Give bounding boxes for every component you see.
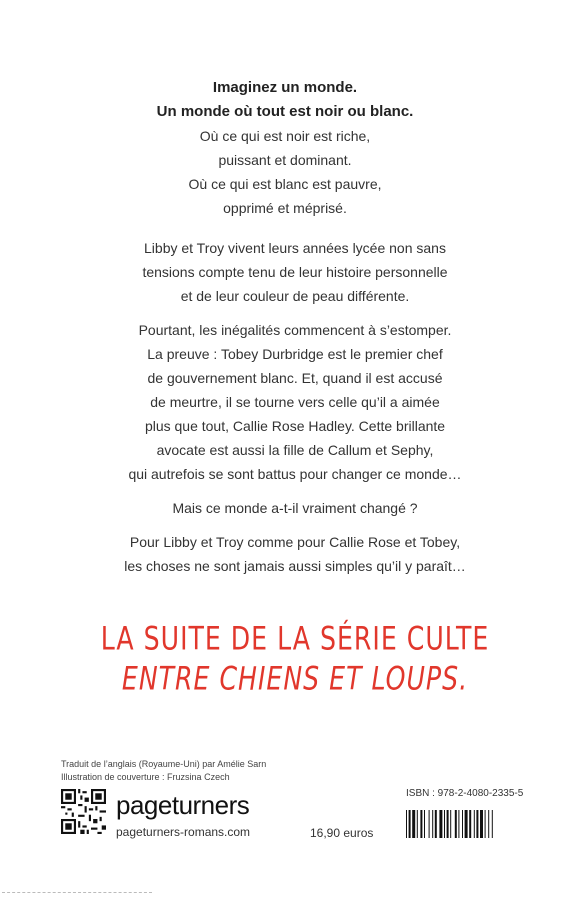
page-edge-divider [2, 892, 152, 894]
price: 16,90 euros [310, 826, 374, 840]
illustration-credit: Illustration de couverture : Fruzsina Czech [61, 772, 230, 782]
synopsis-paragraph-1 [0, 236, 570, 308]
text-line: qui autrefois se sont battus pour changer ce monde… [128, 466, 462, 482]
intro-line-1: Où ce qui est noir est riche, [199, 128, 371, 144]
publisher-logo: pageturners [116, 790, 250, 820]
text-line: Pourtant, les inégalités commencent à s’estomper. [138, 322, 452, 338]
qr-code-icon [61, 789, 106, 834]
translator-credit: Traduit de l’anglais (Royaume-Uni) par Amélie Sarn [61, 759, 267, 769]
text-line: plus que tout, Callie Rose Hadley. Cette brillante [144, 418, 446, 434]
intro-line-4: opprimé et méprisé. [223, 200, 347, 216]
intro-line-3: Où ce qui est blanc est pauvre, [188, 176, 382, 192]
text-line: de meurtre, il se tourne vers celle qu’il a aimée [150, 394, 440, 410]
isbn: ISBN : 978-2-4080-2335-5 [406, 788, 524, 799]
synopsis-paragraph-2 [0, 318, 570, 486]
intro-block [0, 76, 570, 220]
credits [61, 758, 266, 784]
intro-line-2: puissant et dominant. [218, 152, 352, 168]
text-line: et de leur couleur de peau différente. [180, 288, 410, 304]
barcode-icon [406, 810, 538, 838]
synopsis-paragraph-4 [0, 530, 570, 578]
text-line: Libby et Troy vivent leurs années lycée non sans [144, 240, 446, 256]
text-line: tensions compte tenu de leur histoire personnelle [142, 264, 448, 280]
tagline-line-1: LA SUITE DE LA SÉRIE CULTE [100, 619, 490, 658]
publisher-website: pageturners-romans.com [116, 825, 251, 839]
text-line: de gouvernement blanc. Et, quand il est accusé [147, 370, 443, 386]
text-line: La preuve : Tobey Durbridge est le premier chef [147, 346, 443, 362]
intro-bold-line-2: Un monde où tout est noir ou blanc. [156, 103, 414, 120]
intro-bold-line-1: Imaginez un monde. [212, 79, 358, 96]
text-line: avocate est aussi la fille de Callum et Sephy, [156, 442, 434, 458]
tagline-line-2: ENTRE CHIENS ET LOUPS. [121, 659, 469, 698]
text-line: les choses ne sont jamais aussi simples qu’il y paraît… [124, 558, 466, 574]
synopsis-question: Mais ce monde a-t-il vraiment changé ? [172, 500, 418, 516]
text-line: Pour Libby et Troy comme pour Callie Rose et Tobey, [129, 534, 461, 550]
